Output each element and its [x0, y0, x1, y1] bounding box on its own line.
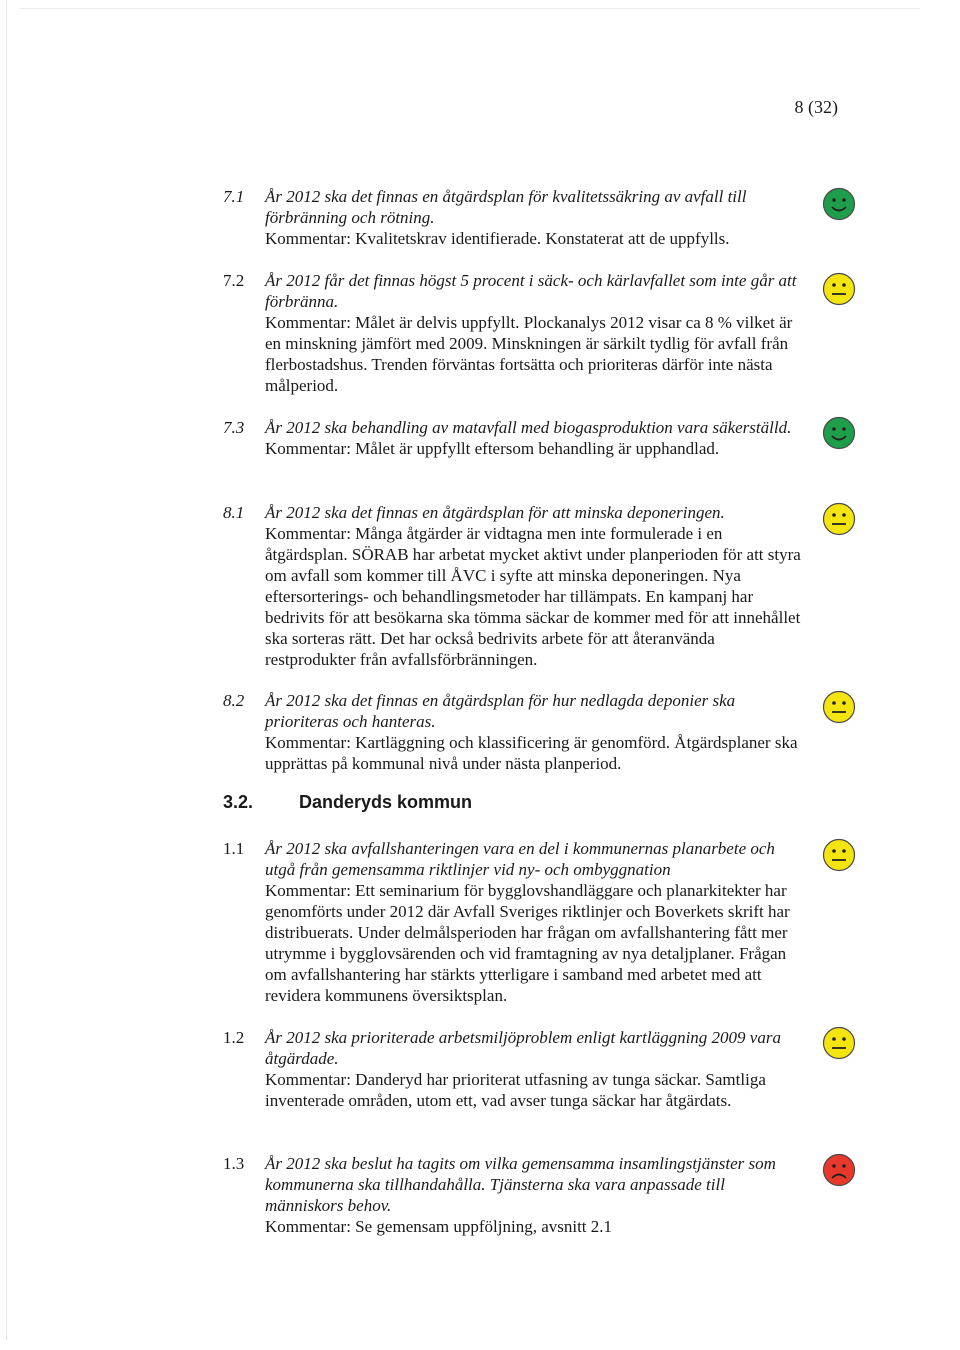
goal-comment: Kommentar: Se gemensam uppföljning, avsnitt 2.1 [265, 1217, 613, 1236]
goal-text: År 2012 ska det finnas en åtgärdsplan för att minska deponeringen. [265, 503, 725, 522]
goal-number: 7.1 [223, 187, 245, 206]
goal-text: År 2012 ska det finnas en åtgärdsplan för hur nedlagda deponier ska prioriteras och hanteras. [265, 691, 736, 731]
goal-text: År 2012 får det finnas högst 5 procent i säck- och kärlavfallet som inte går att förbränna. [265, 271, 797, 311]
neutral-face-icon [822, 690, 856, 724]
section-number: 3.2. [223, 792, 254, 812]
goal-text: År 2012 ska behandling av matavfall med biogasproduktion vara säkerställd. [265, 418, 792, 437]
section-title: Danderyds kommun [299, 792, 473, 812]
goal-number: 1.1 [223, 839, 245, 858]
page-number: 8 (32) [794, 97, 838, 117]
neutral-face-icon [822, 838, 856, 872]
goal-comment: Kommentar: Målet är uppfyllt eftersom behandling är upphandlad. [265, 439, 720, 458]
happy-face-icon [822, 187, 856, 221]
goal-number: 1.3 [223, 1154, 245, 1173]
goal-comment: Kommentar: Ett seminarium för bygglovshandläggare och planarkitekter har genomförts under 2012 där Avfall Sveriges riktlinjer och Boverkets skrift har distribuerats. Under delmålsperioden har frågan om avfallshantering fått mer utrymme i bygglovsärenden och vid framtagning av nya detaljplaner. Frågan om avfallshantering har stärkts ytterligare i samband med arbetet med att revidera kommunens översiktsplan. [265, 881, 790, 1005]
goal-number: 1.2 [223, 1028, 245, 1047]
goal-comment: Kommentar: Kartläggning och klassificering är genomförd. Åtgärdsplaner ska upprättas på kommunal nivå under nästa planperiod. [265, 733, 798, 773]
goal-text: År 2012 ska det finnas en åtgärdsplan för kvalitetssäkring av avfall till förbränning och rötning. [265, 187, 747, 227]
scan-edge-top [20, 8, 920, 9]
sad-face-icon [822, 1153, 856, 1187]
scan-edge-left [6, 0, 7, 1340]
goal-comment: Kommentar: Många åtgärder är vidtagna men inte formulerade i en åtgärdsplan. SÖRAB har arbetat mycket aktivt under planperioden för att styra om avfall som kommer till ÅVC i syfte att minska deponeringen. Nya eftersorterings- och behandlingsmetoder har tillämpats. En kampanj har bedrivits för att besökarna ska tömma säckar de kommer med för att innehållet ska sorteras rätt. Det har också bedrivits arbete för att återanvända restprodukter från avfallsförbränningen. [265, 524, 801, 669]
neutral-face-icon [822, 1026, 856, 1060]
goal-comment: Kommentar: Danderyd har prioriterat utfasning av tunga säckar. Samtliga inventerade områden, utom ett, vad avser tunga säckar har åtgärdats. [265, 1070, 766, 1110]
neutral-face-icon [822, 502, 856, 536]
goal-text: År 2012 ska prioriterade arbetsmiljöproblem enligt kartläggning 2009 vara åtgärdade. [265, 1028, 781, 1068]
goal-number: 7.3 [223, 418, 245, 437]
goal-number: 8.1 [223, 503, 245, 522]
goal-text: År 2012 ska beslut ha tagits om vilka gemensamma insamlingstjänster som kommunerna ska tillhandahålla. Tjänsterna ska vara anpassade till människors behov. [265, 1154, 776, 1215]
goal-comment: Kommentar: Målet är delvis uppfyllt. Plockanalys 2012 visar ca 8 % vilket är en minskning jämfört med 2009. Minskningen är särkilt tydlig för avfall från flerbostadshus. Trenden förväntas fortsätta och prioriteras därför inte nästa målperiod. [265, 313, 793, 395]
goal-text: År 2012 ska avfallshanteringen vara en del i kommunernas planarbete och utgå från gemensamma riktlinjer vid ny- och ombyggnation [265, 839, 775, 879]
goal-number: 7.2 [223, 271, 245, 290]
goal-comment: Kommentar: Kvalitetskrav identifierade. Konstaterat att de uppfylls. [265, 229, 730, 248]
goal-number: 8.2 [223, 691, 245, 710]
neutral-face-icon [822, 272, 856, 306]
happy-face-icon [822, 416, 856, 450]
